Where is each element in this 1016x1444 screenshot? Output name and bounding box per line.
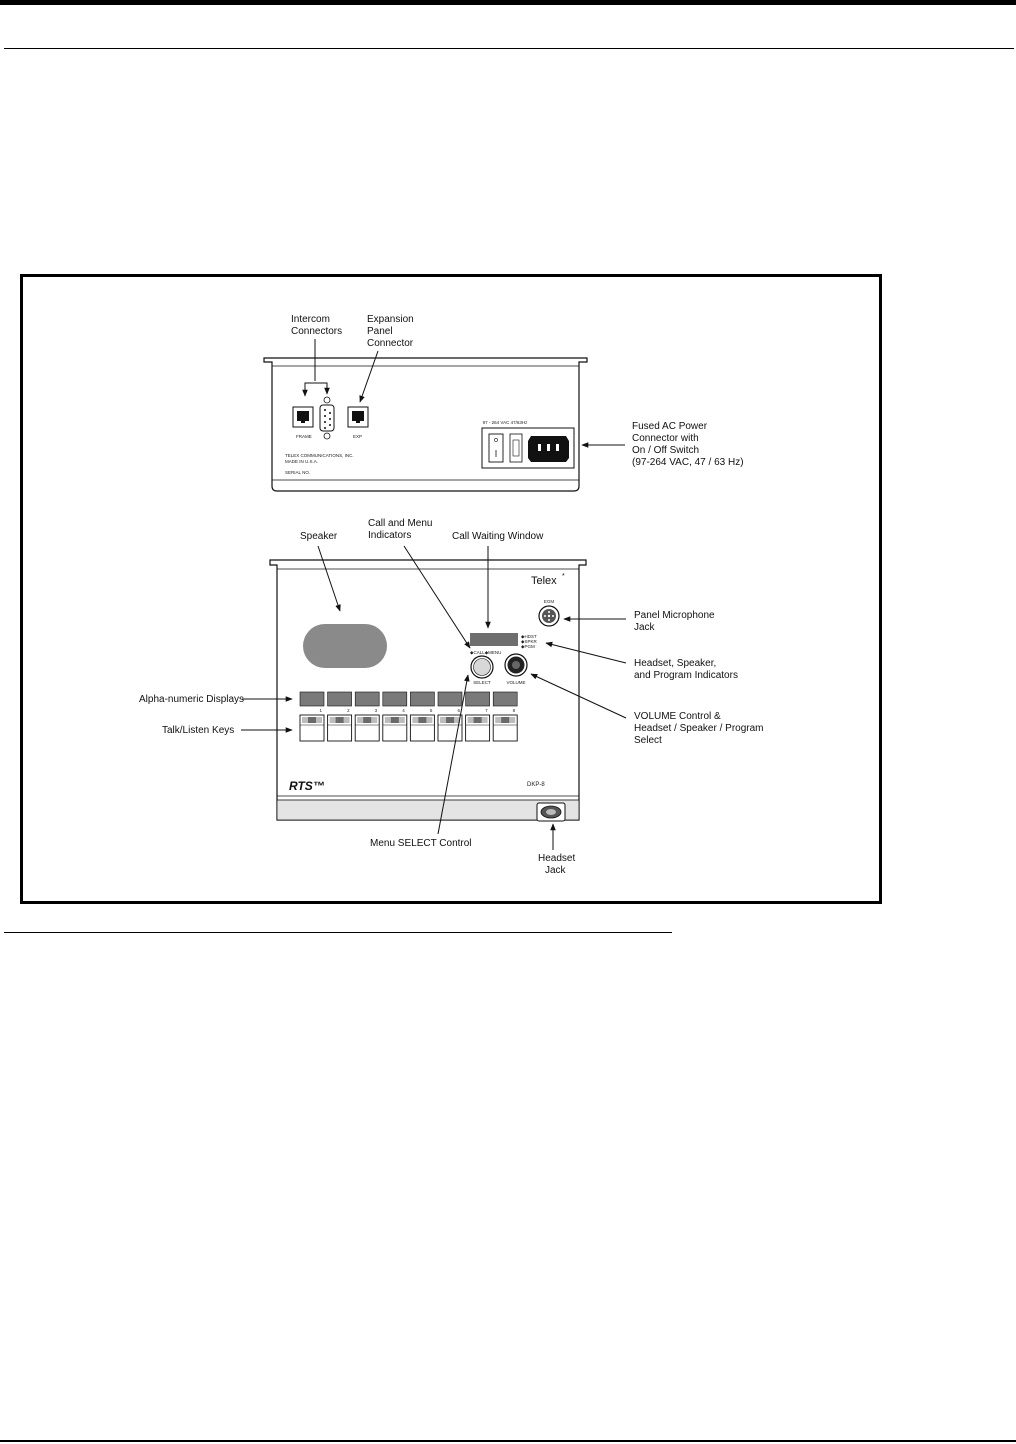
exp-label: EXP — [353, 434, 363, 439]
alpha-display — [383, 692, 407, 706]
caption-rule — [4, 932, 672, 933]
select-label: SELECT — [473, 680, 491, 685]
key-number: 1 — [319, 708, 322, 713]
brand-mark: * — [562, 573, 565, 580]
alpha-display — [328, 692, 352, 706]
alpha-display — [355, 692, 379, 706]
speaker-grille — [303, 624, 387, 668]
select-knob — [471, 656, 493, 678]
speaker-label: Speaker — [300, 531, 338, 542]
alpha-display — [410, 692, 434, 706]
frame-label: FRAME — [296, 434, 312, 439]
voltage-label: 97 - 264 VAC 47/63Hz — [482, 420, 528, 425]
intercom-label-1: Intercom — [291, 314, 330, 325]
key-number: 4 — [402, 708, 405, 713]
power-label-3: On / Off Switch — [632, 445, 700, 456]
intercom-label-2: Connectors — [291, 326, 343, 337]
headset-jack-label-1: Headset — [538, 853, 576, 864]
alpha-display — [466, 692, 490, 706]
alpha-displays-callout — [139, 694, 292, 705]
key-number: 5 — [429, 708, 433, 713]
volume-label-3: Select — [634, 735, 662, 746]
spkr-indicator: ◆SPKR — [521, 639, 537, 644]
volume-label-1: VOLUME Control & — [634, 711, 721, 722]
serial-label: SERIAL NO. — [285, 470, 311, 475]
talk-listen-key — [300, 715, 324, 741]
expansion-label-3: Connector — [367, 338, 414, 349]
talk-listen-key — [328, 715, 352, 741]
power-label-4: (97-264 VAC, 47 / 63 Hz) — [632, 457, 744, 468]
footer-rule — [0, 1440, 1016, 1442]
indicators-label-2: and Program Indicators — [634, 670, 738, 681]
company-line-2: MADE IN U.S.A. — [285, 459, 319, 464]
volume-label-2: Headset / Speaker / Program — [634, 723, 764, 734]
rear-panel — [264, 358, 587, 491]
talk-keys-callout — [162, 725, 292, 736]
expansion-label-1: Expansion — [367, 314, 414, 325]
talk-listen-key — [493, 715, 517, 741]
power-label-1: Fused AC Power — [632, 421, 708, 432]
hdst-indicator: ◆HDST — [521, 634, 537, 639]
alpha-display — [438, 692, 462, 706]
power-callout — [582, 421, 744, 468]
alpha-display — [300, 692, 324, 706]
call-menu-indicators: ◆CALL◆MENU — [470, 650, 502, 655]
call-menu-label-2: Indicators — [368, 530, 412, 541]
brand-label: Telex — [531, 575, 557, 587]
volume-knob — [505, 654, 527, 676]
key-number: 3 — [374, 708, 378, 713]
talk-listen-key — [410, 715, 434, 741]
frame-connector — [293, 407, 313, 427]
headset-jack-connector — [537, 803, 565, 821]
alpha-display — [493, 692, 517, 706]
company-line-1: TELEX COMMUNICATIONS, INC. — [285, 453, 354, 458]
mic-jack-callout — [564, 610, 715, 633]
alpha-displays-label: Alpha-numeric Displays — [139, 694, 245, 705]
mic-label: EGM — [543, 599, 555, 604]
headset-jack-callout — [538, 824, 575, 876]
call-waiting-window — [470, 633, 518, 646]
talk-listen-key — [466, 715, 490, 741]
talk-keys-label: Talk/Listen Keys — [162, 725, 235, 736]
call-waiting-label: Call Waiting Window — [452, 531, 544, 542]
model-label: DKP-8 — [527, 782, 545, 788]
indicators-label-1: Headset, Speaker, — [634, 658, 717, 669]
front-panel — [270, 560, 586, 821]
rts-logo: RTS™ — [289, 779, 325, 793]
key-number: 2 — [347, 708, 350, 713]
call-menu-label-1: Call and Menu — [368, 518, 433, 529]
talk-listen-key — [383, 715, 407, 741]
exp-connector — [348, 407, 368, 427]
headset-jack-label-2: Jack — [545, 865, 566, 876]
mic-jack-label-2: Jack — [634, 622, 655, 633]
key-number: 7 — [485, 708, 488, 713]
pgm-indicator: ◆PGM — [521, 644, 535, 649]
expansion-label-2: Panel — [367, 326, 393, 337]
key-number: 8 — [512, 708, 516, 713]
volume-label: VOLUME — [506, 680, 526, 685]
mic-jack-label-1: Panel Microphone — [634, 610, 715, 621]
talk-listen-key — [355, 715, 379, 741]
power-label-2: Connector with — [632, 433, 699, 444]
menu-select-label: Menu SELECT Control — [370, 838, 472, 849]
key-number: 6 — [457, 708, 460, 713]
